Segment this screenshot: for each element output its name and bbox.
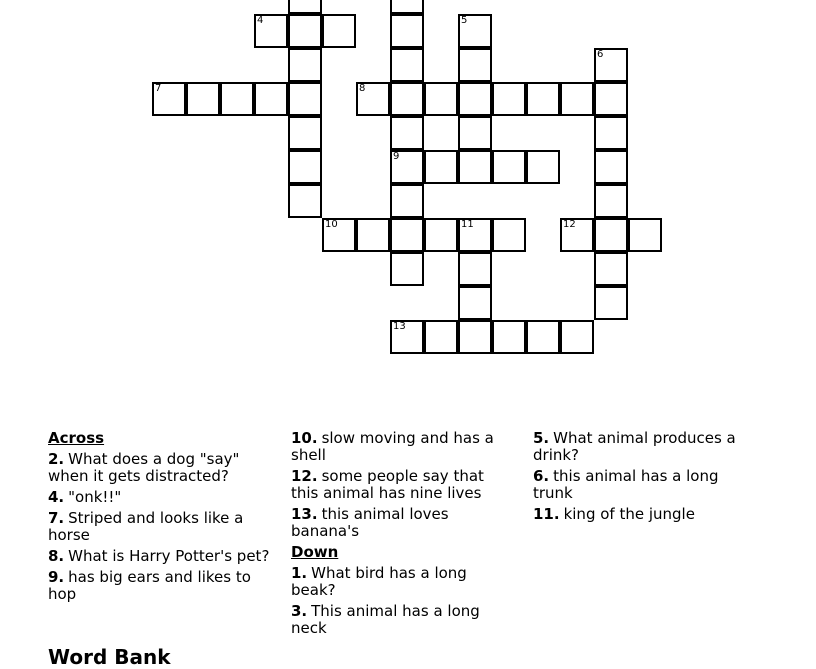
clue-text: What bird has a long beak?: [291, 564, 467, 599]
clue-down-5: [533, 430, 743, 464]
clue-text: What animal produces a drink?: [533, 429, 736, 464]
clue-column-1: [48, 430, 273, 607]
grid-cell[interactable]: [594, 252, 628, 286]
grid-cell[interactable]: [594, 48, 628, 82]
grid-cell[interactable]: [526, 320, 560, 354]
grid-cell[interactable]: [458, 320, 492, 354]
clue-column-2: [291, 430, 501, 641]
cell-number: 12: [563, 219, 576, 230]
clue-number: 3.: [291, 602, 308, 620]
clue-text: king of the jungle: [563, 505, 695, 523]
grid-cell[interactable]: [492, 150, 526, 184]
grid-cell[interactable]: [458, 252, 492, 286]
clue-number: 4.: [48, 488, 65, 506]
grid-cell[interactable]: [458, 82, 492, 116]
clue-text: "onk!!": [68, 488, 122, 506]
grid-cell[interactable]: [390, 82, 424, 116]
clue-number: 5.: [533, 429, 550, 447]
grid-cell[interactable]: [594, 218, 628, 252]
clue-column-3: [533, 430, 743, 527]
grid-cell[interactable]: [560, 218, 594, 252]
clue-across-4: [48, 489, 273, 506]
grid-cell[interactable]: [594, 116, 628, 150]
grid-cell[interactable]: [356, 82, 390, 116]
grid-cell[interactable]: [322, 14, 356, 48]
grid-cell[interactable]: [458, 286, 492, 320]
cell-number: 8: [359, 83, 366, 94]
clue-text: some people say that this animal has nine lives: [291, 467, 484, 502]
clue-text: this animal loves banana's: [291, 505, 449, 540]
grid-cell[interactable]: [458, 14, 492, 48]
clue-across-13: [291, 506, 501, 540]
grid-cell[interactable]: [390, 320, 424, 354]
clue-across-7: [48, 510, 273, 544]
clue-number: 13.: [291, 505, 318, 523]
grid-cell[interactable]: [152, 82, 186, 116]
grid-cell[interactable]: [390, 48, 424, 82]
grid-cell[interactable]: [458, 116, 492, 150]
grid-cell[interactable]: [186, 82, 220, 116]
clue-number: 2.: [48, 450, 65, 468]
clue-text: slow moving and has a shell: [291, 429, 494, 464]
clue-down-3: [291, 603, 501, 637]
grid-cell[interactable]: [390, 218, 424, 252]
clue-number: 12.: [291, 467, 318, 485]
word-bank-title: Word Bank: [48, 645, 171, 669]
grid-cell[interactable]: [390, 150, 424, 184]
clue-number: 7.: [48, 509, 65, 527]
clue-number: 1.: [291, 564, 308, 582]
grid-cell[interactable]: [288, 82, 322, 116]
cell-number: 6: [597, 49, 604, 60]
grid-cell[interactable]: [288, 116, 322, 150]
grid-cell[interactable]: [458, 150, 492, 184]
grid-cell[interactable]: [458, 48, 492, 82]
cell-number: 11: [461, 219, 474, 230]
grid-cell[interactable]: [492, 320, 526, 354]
grid-cell[interactable]: [254, 14, 288, 48]
clue-down-1: [291, 565, 501, 599]
clue-number: 11.: [533, 505, 560, 523]
grid-cell[interactable]: [322, 218, 356, 252]
clue-text: What is Harry Potter's pet?: [68, 547, 270, 565]
grid-cell[interactable]: [356, 218, 390, 252]
clue-text: Striped and looks like a horse: [48, 509, 244, 544]
grid-cell[interactable]: [254, 82, 288, 116]
clue-down-6: [533, 468, 743, 502]
clue-number: 10.: [291, 429, 318, 447]
clue-across-8: [48, 548, 273, 565]
grid-cell[interactable]: [628, 218, 662, 252]
clue-across-9: [48, 569, 273, 603]
grid-cell[interactable]: [594, 286, 628, 320]
grid-cell[interactable]: [560, 320, 594, 354]
cell-number: 7: [155, 83, 162, 94]
cell-number: 10: [325, 219, 338, 230]
grid-cell[interactable]: [492, 218, 526, 252]
grid-cell[interactable]: [594, 184, 628, 218]
grid-cell[interactable]: [390, 0, 424, 14]
grid-cell[interactable]: [492, 82, 526, 116]
grid-cell[interactable]: [220, 82, 254, 116]
cell-number: 5: [461, 15, 468, 26]
clue-across-10: [291, 430, 501, 464]
clue-down-11: [533, 506, 743, 523]
grid-cell[interactable]: [288, 0, 322, 14]
grid-cell[interactable]: [594, 150, 628, 184]
grid-cell[interactable]: [390, 252, 424, 286]
grid-cell[interactable]: [390, 14, 424, 48]
across-heading: Across: [48, 429, 105, 447]
grid-cell[interactable]: [288, 14, 322, 48]
grid-cell[interactable]: [424, 218, 458, 252]
grid-cell[interactable]: [594, 82, 628, 116]
grid-cell[interactable]: [288, 48, 322, 82]
clue-number: 8.: [48, 547, 65, 565]
down-heading: Down: [291, 543, 339, 561]
cell-number: 4: [257, 15, 264, 26]
cell-number: 9: [393, 151, 400, 162]
clue-number: 6.: [533, 467, 550, 485]
clue-text: This animal has a long neck: [291, 602, 480, 637]
clue-text: What does a dog "say" when it gets distracted?: [48, 450, 240, 485]
clue-text: has big ears and likes to hop: [48, 568, 251, 603]
grid-cell[interactable]: [424, 150, 458, 184]
grid-cell[interactable]: [458, 218, 492, 252]
grid-cell[interactable]: [424, 320, 458, 354]
grid-cell[interactable]: [390, 116, 424, 150]
clue-number: 9.: [48, 568, 65, 586]
clue-text: this animal has a long trunk: [533, 467, 719, 502]
grid-cell[interactable]: [390, 184, 424, 218]
grid-cell[interactable]: [288, 150, 322, 184]
grid-cell[interactable]: [424, 82, 458, 116]
clue-across-2: [48, 451, 273, 485]
grid-cell[interactable]: [526, 82, 560, 116]
grid-cell[interactable]: [560, 82, 594, 116]
clue-across-12: [291, 468, 501, 502]
grid-cell[interactable]: [526, 150, 560, 184]
cell-number: 13: [393, 321, 406, 332]
grid-cell[interactable]: [288, 184, 322, 218]
